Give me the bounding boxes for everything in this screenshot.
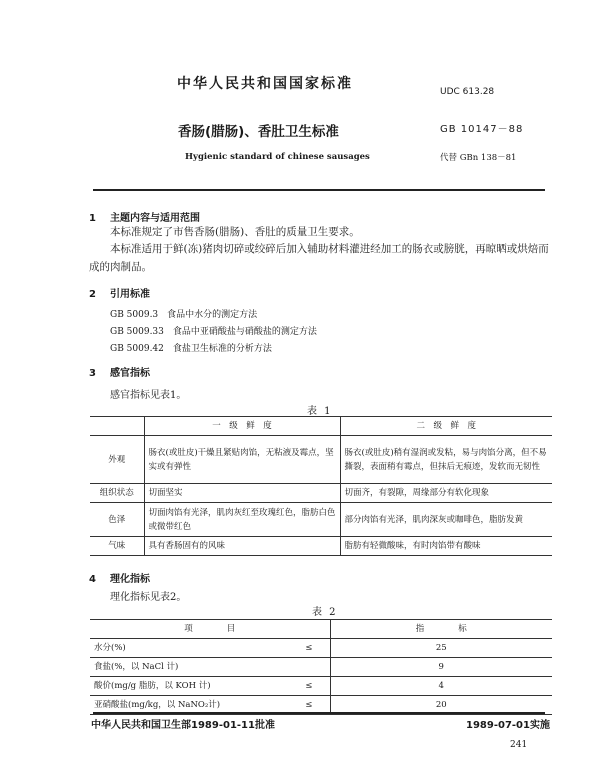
table-cell: 具有香肠固有的风味	[144, 537, 340, 556]
table-row	[90, 484, 552, 503]
table-row	[90, 658, 552, 677]
section-1-paragraph-1: 本标准规定了市售香肠(腊肠)、香肚的质量卫生要求。	[110, 226, 360, 238]
section-1-paragraph-2: 本标准适用于鲜(冻)猪肉切碎或绞碎后加入辅助材料灌进经加工的肠衣或膀胱，再晾晒或烘焙而成的肉制品。	[89, 243, 549, 273]
table-cell: 切面肉馅有光泽，肌肉灰红至玫瑰红色，脂肪白色或微带红色	[144, 503, 340, 537]
table-cell: 脂肪有轻微酸味，有时肉馅带有酸味	[340, 537, 552, 556]
table-cell: 20	[330, 696, 552, 715]
section-number: 3	[89, 368, 96, 379]
table-cell: 切面齐，有裂隙，周缘部分有软化现象	[340, 484, 552, 503]
table-2-caption: 表 2	[312, 607, 338, 618]
implementation-date: 1989-07-01实施	[466, 720, 550, 731]
table-cell-operator: ≤	[288, 696, 330, 715]
section-1-heading	[89, 209, 200, 224]
table-cell: 外观	[90, 436, 144, 484]
section-2-heading	[89, 285, 150, 300]
table-cell: 酸价(mg/g 脂肪，以 KOH 计)	[90, 677, 288, 696]
section-4-heading	[89, 570, 150, 585]
table-row	[90, 436, 552, 484]
table-row	[90, 639, 552, 658]
gb-code: GB 10147－88	[440, 124, 524, 135]
english-title: Hygienic standard of chinese sausages	[185, 152, 370, 162]
approval-statement: 中华人民共和国卫生部1989-01-11批准	[91, 720, 275, 731]
table-cell: 肠衣(或肚皮)干燥且紧贴肉馅，无粘液及霉点，坚实或有弹性	[144, 436, 340, 484]
section-number: 2	[89, 289, 96, 300]
section-3-intro: 感官指标见表1。	[110, 390, 187, 401]
table-cell-operator	[288, 658, 330, 677]
table-header-cell: 指 标	[330, 620, 552, 639]
table-header-row	[90, 620, 552, 639]
table-row	[90, 677, 552, 696]
table-cell: 色泽	[90, 503, 144, 537]
table-header-cell: 项 目	[90, 620, 330, 639]
replaces-note: 代替 GBn 138－81	[440, 153, 517, 163]
table-cell: 气味	[90, 537, 144, 556]
reference-item: GB 5009.3 食品中水分的测定方法	[110, 310, 258, 320]
footer-divider	[93, 712, 545, 714]
table-cell: 部分肉馅有光泽，肌肉深灰或咖啡色，脂肪发黄	[340, 503, 552, 537]
section-3-heading	[89, 364, 150, 379]
table-cell: 4	[330, 677, 552, 696]
section-number: 1	[89, 213, 96, 224]
table-header-row	[90, 417, 552, 436]
table-cell: 亚硝酸盐(mg/kg，以 NaNO₂计)	[90, 696, 288, 715]
table-2	[90, 619, 552, 715]
table-cell: 25	[330, 639, 552, 658]
table-cell: 9	[330, 658, 552, 677]
table-header-cell: 二 级 鲜 度	[340, 417, 552, 436]
section-title: 引用标准	[109, 289, 150, 300]
table-cell-operator: ≤	[288, 677, 330, 696]
national-standard-heading: 中华人民共和国国家标准	[177, 76, 353, 92]
table-cell: 组织状态	[90, 484, 144, 503]
reference-item: GB 5009.33 食品中亚硝酸盐与硝酸盐的测定方法	[110, 327, 317, 337]
table-1-caption: 表 1	[307, 406, 333, 417]
table-cell: 水分(%)	[90, 639, 288, 658]
section-title: 感官指标	[109, 368, 150, 379]
section-number: 4	[89, 574, 96, 585]
section-title: 主题内容与适用范围	[109, 213, 200, 224]
table-row	[90, 503, 552, 537]
section-title: 理化指标	[109, 574, 150, 585]
document-title: 香肠(腊肠)、香肚卫生标准	[178, 124, 339, 140]
table-header-cell: 一 级 鲜 度	[144, 417, 340, 436]
table-cell: 切面坚实	[144, 484, 340, 503]
reference-item: GB 5009.42 食盐卫生标准的分析方法	[110, 344, 272, 354]
table-cell: 肠衣(或肚皮)稍有湿润或发粘，易与肉馅分离，但不易撕裂，表面稍有霉点，但抹后无痕迹，发软而无韧性	[340, 436, 552, 484]
table-cell: 食盐(%，以 NaCl 计)	[90, 658, 288, 677]
table-row	[90, 537, 552, 556]
table-header-cell	[90, 417, 144, 436]
udc-code: UDC 613.28	[440, 87, 495, 97]
table-cell-operator: ≤	[288, 639, 330, 658]
section-4-intro: 理化指标见表2。	[110, 592, 187, 603]
page-number: 241	[510, 740, 528, 750]
table-1	[90, 416, 552, 556]
header-divider	[93, 189, 545, 191]
